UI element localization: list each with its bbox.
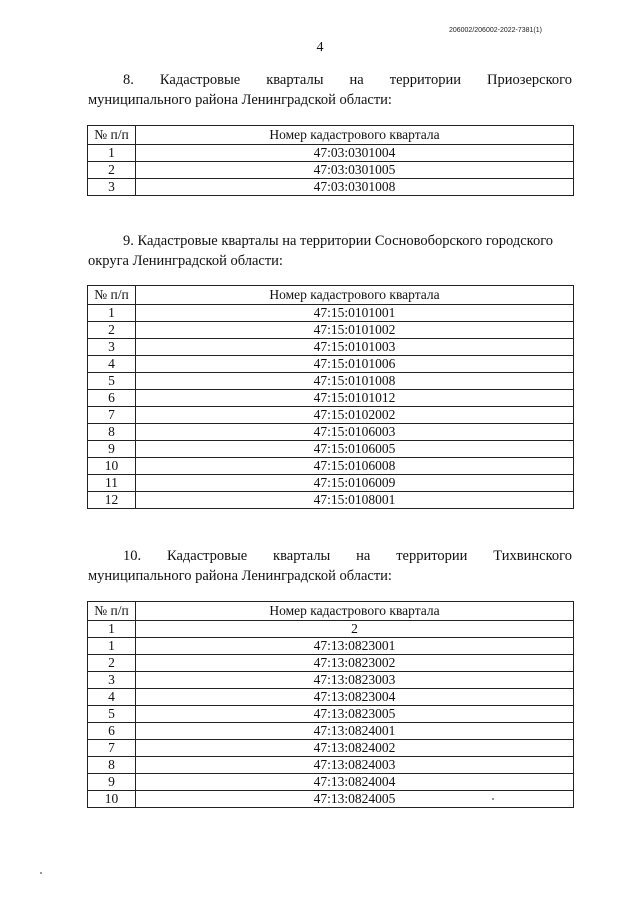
cadastral-quarter-cell: 47:03:0301008 xyxy=(136,179,574,196)
cadastral-quarter-cell: 47:13:0823001 xyxy=(136,638,574,655)
table-row xyxy=(88,621,574,638)
row-number-cell: 1 xyxy=(88,305,136,322)
cadastral-quarter-cell: 47:03:0301005 xyxy=(136,162,574,179)
row-number-cell: 6 xyxy=(88,723,136,740)
section-8-heading-line-2: муниципального района Ленинградской области: xyxy=(88,92,392,108)
scan-speck xyxy=(492,798,494,800)
row-number-cell: 5 xyxy=(88,373,136,390)
cadastral-quarter-cell: 47:15:0101012 xyxy=(136,390,574,407)
cadastral-quarter-cell: 47:13:0823003 xyxy=(136,672,574,689)
cadastral-quarter-cell: 47:15:0106008 xyxy=(136,458,574,475)
cadastral-quarter-cell: 47:15:0108001 xyxy=(136,492,574,509)
cadastral-quarter-cell: 47:15:0102002 xyxy=(136,407,574,424)
cadastral-quarter-cell: 47:13:0823002 xyxy=(136,655,574,672)
table-row xyxy=(88,407,574,424)
table-row xyxy=(88,424,574,441)
column-header-number: № п/п xyxy=(88,602,136,621)
row-number-cell: 9 xyxy=(88,441,136,458)
table-row xyxy=(88,791,574,808)
section-9-heading-line-2: округа Ленинградской области: xyxy=(88,253,283,269)
cadastral-quarter-cell: 47:15:0101003 xyxy=(136,339,574,356)
cadastral-quarter-cell: 47:13:0824001 xyxy=(136,723,574,740)
row-number-cell: 2 xyxy=(88,162,136,179)
row-number-cell: 1 xyxy=(88,145,136,162)
table-row xyxy=(88,638,574,655)
cadastral-quarter-cell: 47:15:0101008 xyxy=(136,373,574,390)
table-row xyxy=(88,774,574,791)
row-number-cell: 5 xyxy=(88,706,136,723)
section-9-table-body xyxy=(88,305,574,509)
cadastral-quarter-cell: 47:13:0824002 xyxy=(136,740,574,757)
row-number-cell: 3 xyxy=(88,339,136,356)
table-row xyxy=(88,390,574,407)
section-10-heading-line-1: 10. Кадастровые кварталы на территории Тихвинского xyxy=(123,548,572,564)
scan-speck xyxy=(40,872,42,874)
row-number-cell: 2 xyxy=(88,655,136,672)
row-number-cell: 6 xyxy=(88,390,136,407)
table-row xyxy=(88,441,574,458)
row-number-cell: 2 xyxy=(88,322,136,339)
cadastral-quarter-cell: 47:15:0101006 xyxy=(136,356,574,373)
cadastral-quarter-cell: 47:15:0106005 xyxy=(136,441,574,458)
table-header-row xyxy=(88,286,574,305)
cadastral-quarter-cell: 47:13:0824005 xyxy=(136,791,574,808)
section-9-heading-line-1: 9. Кадастровые кварталы на территории Сосновоборского городского xyxy=(123,233,554,249)
cadastral-quarter-cell: 47:03:0301004 xyxy=(136,145,574,162)
table-row xyxy=(88,458,574,475)
cadastral-quarter-cell: 47:15:0101002 xyxy=(136,322,574,339)
row-number-cell: 9 xyxy=(88,774,136,791)
section-9-heading xyxy=(88,231,572,271)
table-header-row xyxy=(88,602,574,621)
cadastral-quarter-cell: 47:15:0106009 xyxy=(136,475,574,492)
table-row xyxy=(88,706,574,723)
row-number-cell: 8 xyxy=(88,757,136,774)
table-row xyxy=(88,689,574,706)
table-row xyxy=(88,475,574,492)
column-header-quarter: Номер кадастрового квартала xyxy=(136,286,574,305)
cadastral-quarter-cell: 47:13:0823004 xyxy=(136,689,574,706)
document-id: 206002/206002-2022-7381(1) xyxy=(448,27,542,34)
column-header-quarter: Номер кадастрового квартала xyxy=(136,126,574,145)
row-number-cell: 11 xyxy=(88,475,136,492)
cadastral-quarter-cell: 47:13:0824004 xyxy=(136,774,574,791)
cadastral-quarter-cell: 2 xyxy=(136,621,574,638)
row-number-cell: 1 xyxy=(88,621,136,638)
section-10-table-body xyxy=(88,621,574,808)
row-number-cell: 1 xyxy=(88,638,136,655)
row-number-cell: 7 xyxy=(88,407,136,424)
row-number-cell: 4 xyxy=(88,689,136,706)
cadastral-quarter-cell: 47:15:0101001 xyxy=(136,305,574,322)
table-row xyxy=(88,305,574,322)
row-number-cell: 10 xyxy=(88,791,136,808)
row-number-cell: 3 xyxy=(88,672,136,689)
cadastral-quarter-cell: 47:13:0823005 xyxy=(136,706,574,723)
section-8-heading xyxy=(88,70,572,110)
section-10-heading xyxy=(88,546,572,586)
table-row xyxy=(88,179,574,196)
row-number-cell: 12 xyxy=(88,492,136,509)
table-row xyxy=(88,740,574,757)
row-number-cell: 8 xyxy=(88,424,136,441)
table-row xyxy=(88,339,574,356)
table-row xyxy=(88,723,574,740)
column-header-number: № п/п xyxy=(88,286,136,305)
table-row xyxy=(88,492,574,509)
section-8-heading-line-1: 8. Кадастровые кварталы на территории Приозерского xyxy=(123,72,572,88)
table-row xyxy=(88,373,574,390)
page-number: 4 xyxy=(316,40,324,55)
table-row xyxy=(88,162,574,179)
section-8-table-body xyxy=(88,145,574,196)
column-header-number: № п/п xyxy=(88,126,136,145)
table-row xyxy=(88,145,574,162)
table-row xyxy=(88,672,574,689)
section-8-table xyxy=(87,125,574,196)
row-number-cell: 4 xyxy=(88,356,136,373)
column-header-quarter: Номер кадастрового квартала xyxy=(136,602,574,621)
table-row xyxy=(88,655,574,672)
section-10-heading-line-2: муниципального района Ленинградской области: xyxy=(88,568,392,584)
cadastral-quarter-cell: 47:13:0824003 xyxy=(136,757,574,774)
row-number-cell: 10 xyxy=(88,458,136,475)
table-row xyxy=(88,356,574,373)
section-10-table xyxy=(87,601,574,808)
table-row xyxy=(88,322,574,339)
table-row xyxy=(88,757,574,774)
row-number-cell: 3 xyxy=(88,179,136,196)
cadastral-quarter-cell: 47:15:0106003 xyxy=(136,424,574,441)
row-number-cell: 7 xyxy=(88,740,136,757)
section-9-table xyxy=(87,285,574,509)
table-header-row xyxy=(88,126,574,145)
